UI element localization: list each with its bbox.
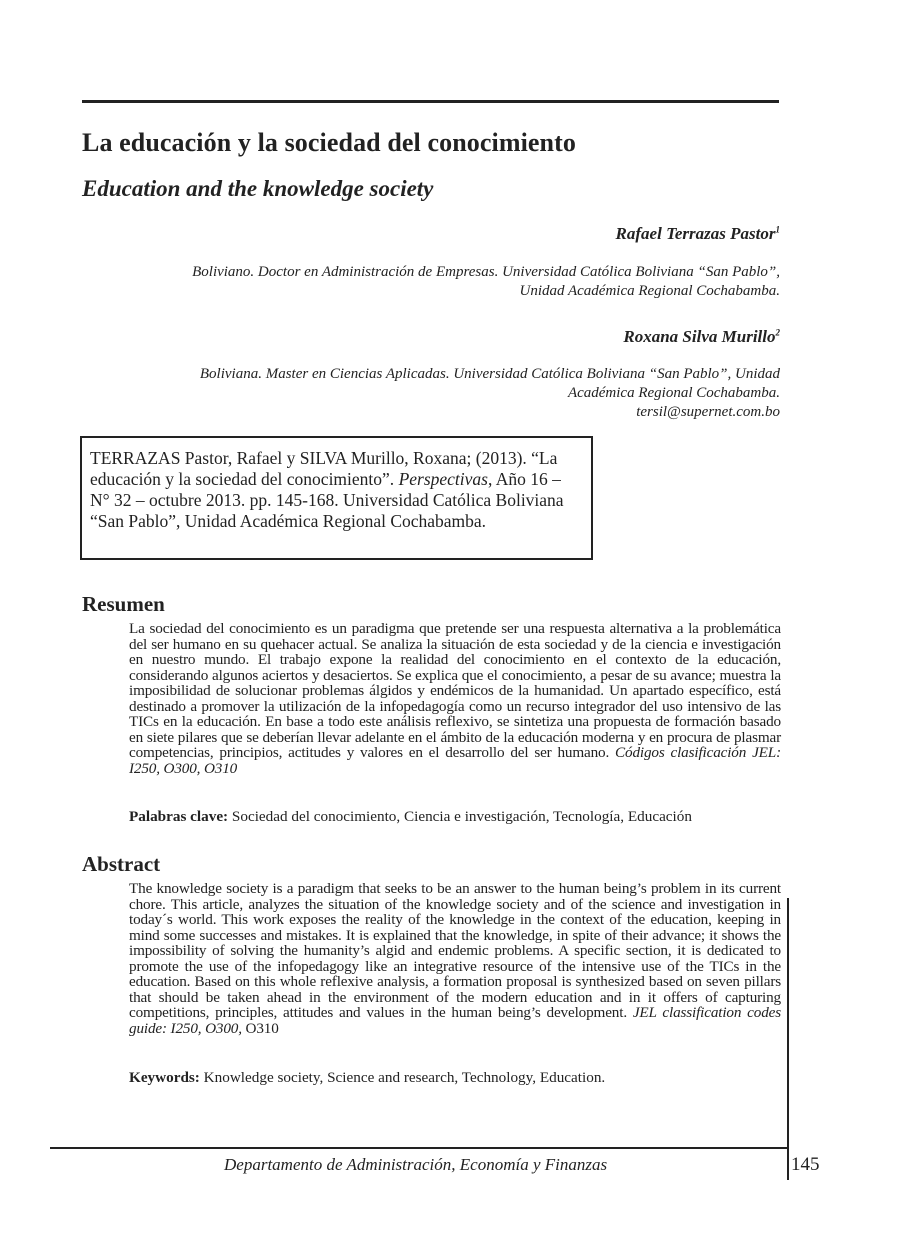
abstract-heading: Abstract: [82, 852, 161, 876]
citation-box: TERRAZAS Pastor, Rafael y SILVA Murillo, Roxana; (2013). “La educación y la sociedad del conocimiento”. Perspectivas, Año 16 – N° 32 – octubre 2013. pp. 145-168. Universidad Católica Boliviana “San Pablo”, Unidad Académica Regional Cochabamba.: [80, 436, 593, 560]
page-number: 145: [791, 1154, 820, 1175]
margin-vertical-rule: [787, 898, 789, 1180]
article-subtitle: Education and the knowledge society: [82, 176, 434, 201]
author-2-affiliation-line: Boliviana. Master en Ciencias Aplicadas. Universidad Católica Boliviana “San Pablo”, Unidad: [199, 366, 780, 382]
resumen-text: La sociedad del conocimiento es un paradigma que pretende ser una respuesta alternativa a la problemática del ser humano en su quehacer actual. Se analiza la situación de esta sociedad y de la ciencia e investigación en nuestro mundo. El trabajo expone la realidad del conocimiento en el contexto de la educación, considerando algunos aciertos y desaciertos. Se explica que el conocimiento, a pesar de su avance; muestra la imposibilidad de solucionar problemas álgidos y endémicos de la humanidad. Un apartado específico, está destinado a promover la utilización de la infopedagogía como un recurso integrador del uso intensivo de las TICs en la educación. En base a todo este análisis reflexivo, se sintetiza una propuesta de formación basado en siete pilares que se deberían llevar adelante en el ámbito de la educación moderna y en procura de plasmar competencias, principios, actitudes y valores en el desarrollo del ser humano. Códigos clasificación JEL: I250, O300, O310: [129, 620, 781, 777]
article-title: La educación y la sociedad del conocimiento: [82, 128, 576, 157]
footer-rule: [50, 1147, 788, 1149]
abstract-text: The knowledge society is a paradigm that seeks to be an answer to the human being’s problem in its current chore. This article, analyzes the situation of the knowledge society and of the science and investigation in today´s world. This work exposes the reality of the knowledge in the context of the education, keeping in mind some successes and mistakes. It is explained that the knowledge, in spite of their advance; it shows the impossibility of solving the humanity’s algid and endemic problems. A specific section, it is dedicated to promote the use of the infopedagogy like an integrative resource of the intensive use of the TICs in the education. Based on this whole reflexive analysis, a formation proposal is synthesized based on seven pillars that should be taken ahead in the environment of the modern education and in it offers of capturing competitions, principles, attitudes and values in the human being’s development. JEL classification codes guide: I250, O300, O310: [129, 880, 781, 1037]
author-2-affiliation: [200, 365, 780, 422]
resumen-keywords: Palabras clave: Sociedad del conocimiento, Ciencia e investigación, Tecnología, Educación: [129, 808, 692, 825]
resumen-jel-codes: Códigos clasificación JEL: I250, O300, O310: [129, 744, 781, 777]
abstract-jel-codes: JEL classification codes guide: I250, O300,: [129, 1004, 781, 1037]
author-1-affiliation: [192, 263, 780, 301]
footer-department: Departamento de Administración, Economía y Finanzas: [224, 1155, 608, 1174]
author-2-email[interactable]: tersil@supernet.com.bo: [636, 404, 780, 420]
author-2-footnote-mark: 2: [775, 327, 780, 338]
journal-name: Perspectivas: [398, 469, 488, 489]
resumen-heading: Resumen: [82, 592, 165, 616]
author-1-name: Rafael Terrazas Pastor$^1$: [615, 224, 780, 243]
top-rule: [82, 100, 779, 103]
author-2-name: Roxana Silva Murillo$^2$: [623, 327, 780, 346]
author-1-footnote-mark: 1: [775, 224, 780, 235]
author-1-affiliation-line: Unidad Académica Regional Cochabamba.: [519, 283, 780, 299]
author-2-affiliation-line: Académica Regional Cochabamba.: [567, 385, 780, 401]
author-1-affiliation-line: Boliviano. Doctor en Administración de Empresas. Universidad Católica Boliviana “San Pablo”,: [192, 264, 780, 280]
abstract-keywords: Keywords: Knowledge society, Science and research, Technology, Education.: [129, 1069, 606, 1086]
